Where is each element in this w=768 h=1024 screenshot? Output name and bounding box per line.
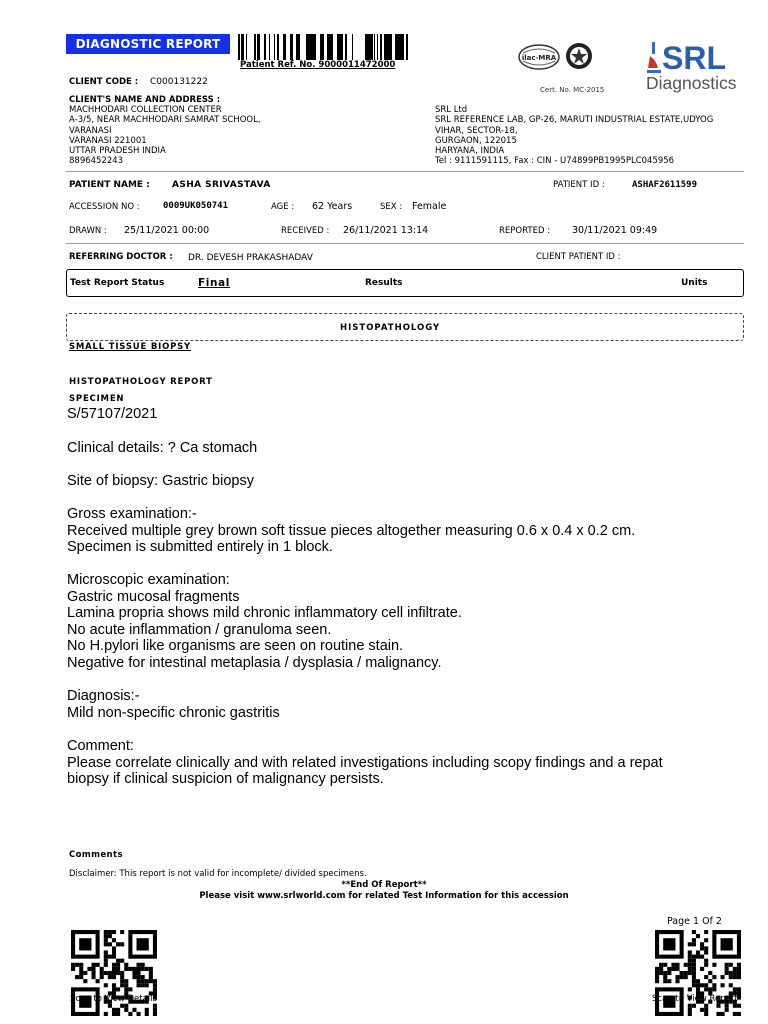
client-patient-id-label: CLIENT PATIENT ID : xyxy=(536,252,621,262)
referring-doctor-label: REFERRING DOCTOR : xyxy=(69,252,173,262)
biopsy-site: Site of biopsy: Gastric biopsy xyxy=(67,473,254,489)
gross-exam-line: Specimen is submitted entirely in 1 block. xyxy=(67,539,333,555)
referring-doctor: DR. DEVESH PRAKASHADAV xyxy=(188,253,313,263)
microscopic-title: Microscopic examination: xyxy=(67,572,230,588)
report-title: HISTOPATHOLOGY REPORT xyxy=(69,377,213,387)
status-label: Test Report Status xyxy=(70,278,165,288)
comment-title: Comment: xyxy=(67,738,134,754)
status-value: Final xyxy=(198,277,230,289)
received-label: RECEIVED : xyxy=(281,226,330,236)
received-date: 26/11/2021 13:14 xyxy=(343,225,429,236)
accession-number: 0009UK050741 xyxy=(163,201,229,211)
microscopic-line: Gastric mucosal fragments xyxy=(67,588,240,605)
patient-divider xyxy=(66,243,744,244)
client-code: C000131222 xyxy=(150,77,208,87)
scan-report-label: Scan to View Report xyxy=(652,994,738,1004)
accession-label: ACCESSION NO : xyxy=(69,202,140,212)
patient-id: ASHAF2611599 xyxy=(632,180,698,190)
sex-value: Female xyxy=(412,201,447,212)
client-address: MACHHODARI COLLECTION CENTER A-3/5, NEAR MACHHODARI SAMRAT SCHOOL, VARANASI VARANASI 221001 UTTAR PRADESH INDIA 8896452243 xyxy=(69,105,261,167)
diagnostics-logo-text: Diagnostics xyxy=(646,73,737,93)
client-name-label: CLIENT'S NAME AND ADDRESS : xyxy=(69,95,221,105)
ilac-mra-text: ilac-MRA xyxy=(521,54,557,62)
specimen-number: S/57107/2021 xyxy=(67,406,158,422)
age-label: AGE : xyxy=(271,202,295,212)
end-of-report: **End Of Report** xyxy=(341,880,427,890)
diagnosis-section xyxy=(67,688,280,721)
comments-label: Comments xyxy=(69,850,123,860)
diagnosis-title: Diagnosis:- xyxy=(67,688,140,704)
clinical-details: Clinical details: ? Ca stomach xyxy=(67,440,258,456)
gross-exam-section xyxy=(67,506,635,556)
header-divider xyxy=(66,171,744,172)
reported-label: REPORTED : xyxy=(499,226,551,236)
gross-exam-title: Gross examination:- xyxy=(67,506,197,522)
report-type-badge: DIAGNOSTIC REPORT xyxy=(66,34,230,54)
diagnosis-text: Mild non-specific chronic gastritis xyxy=(67,704,280,721)
report-status-row xyxy=(66,269,744,297)
section-title: HISTOPATHOLOGY xyxy=(340,323,441,333)
age-value: 62 Years xyxy=(312,201,353,212)
patient-ref-number: Patient Ref. No. 9000011472000 xyxy=(240,60,396,70)
ilac-mra-logo xyxy=(517,43,561,71)
page-number: Page 1 Of 2 xyxy=(667,916,722,927)
disclaimer: Disclaimer: This report is not valid for incomplete/ divided specimens. xyxy=(69,869,367,879)
section-subtitle: SMALL TISSUE BIOPSY xyxy=(69,342,192,352)
microscope-icon xyxy=(646,40,662,74)
specimen-label: SPECIMEN xyxy=(69,394,125,404)
reported-date: 30/11/2021 09:49 xyxy=(572,225,658,236)
barcode-image xyxy=(238,34,408,60)
microscopic-line: No H.pylori like organisms are seen on routine stain. xyxy=(67,638,404,654)
patient-id-label: PATIENT ID : xyxy=(553,180,605,190)
cert-number: Cert. No. MC-2015 xyxy=(540,86,605,94)
srl-diagnostics-logo xyxy=(646,40,736,92)
patient-name: ASHA SRIVASTAVA xyxy=(172,180,271,190)
microscopic-line: Lamina propria shows mild chronic inflammatory cell infiltrate. xyxy=(67,605,462,621)
patient-name-label: PATIENT NAME : xyxy=(69,180,150,190)
comment-line: Please correlate clinically and with related investigations including scopy findings and a repat xyxy=(67,754,663,771)
srl-logo-text: SRL xyxy=(662,40,726,76)
visit-info: Please visit www.srlworld.com for related Test Information for this accession xyxy=(199,891,569,901)
comment-section xyxy=(67,738,663,788)
microscopic-line: No acute inflammation / granuloma seen. xyxy=(67,621,332,638)
drawn-date: 25/11/2021 00:00 xyxy=(124,225,210,236)
gross-exam-line: Received multiple grey brown soft tissue pieces altogether measuring 0.6 x 0.4 x 0.2 cm. xyxy=(67,522,636,539)
lab-address: SRL Ltd SRL REFERENCE LAB, GP-26, MARUTI INDUSTRIAL ESTATE,UDYOG VIHAR, SECTOR-18, GURGAON, 122015 HARYANA, INDIA Tel : 9111591115, Fax : CIN - U74899PB1995PLC045956 xyxy=(435,105,714,167)
drawn-label: DRAWN : xyxy=(69,226,107,236)
microscopic-line: Negative for intestinal metaplasia / dysplasia / malignancy. xyxy=(67,654,442,671)
scan-details-label: Scan to View Details xyxy=(70,994,157,1004)
units-header: Units xyxy=(681,278,708,288)
microscopic-exam-section xyxy=(67,572,462,671)
comment-line: biopsy if clinical suspicion of malignancy persists. xyxy=(67,771,384,787)
nabl-seal-icon xyxy=(565,42,593,70)
client-code-label: CLIENT CODE : xyxy=(69,77,139,87)
sex-label: SEX : xyxy=(380,202,403,212)
results-header: Results xyxy=(365,278,403,288)
